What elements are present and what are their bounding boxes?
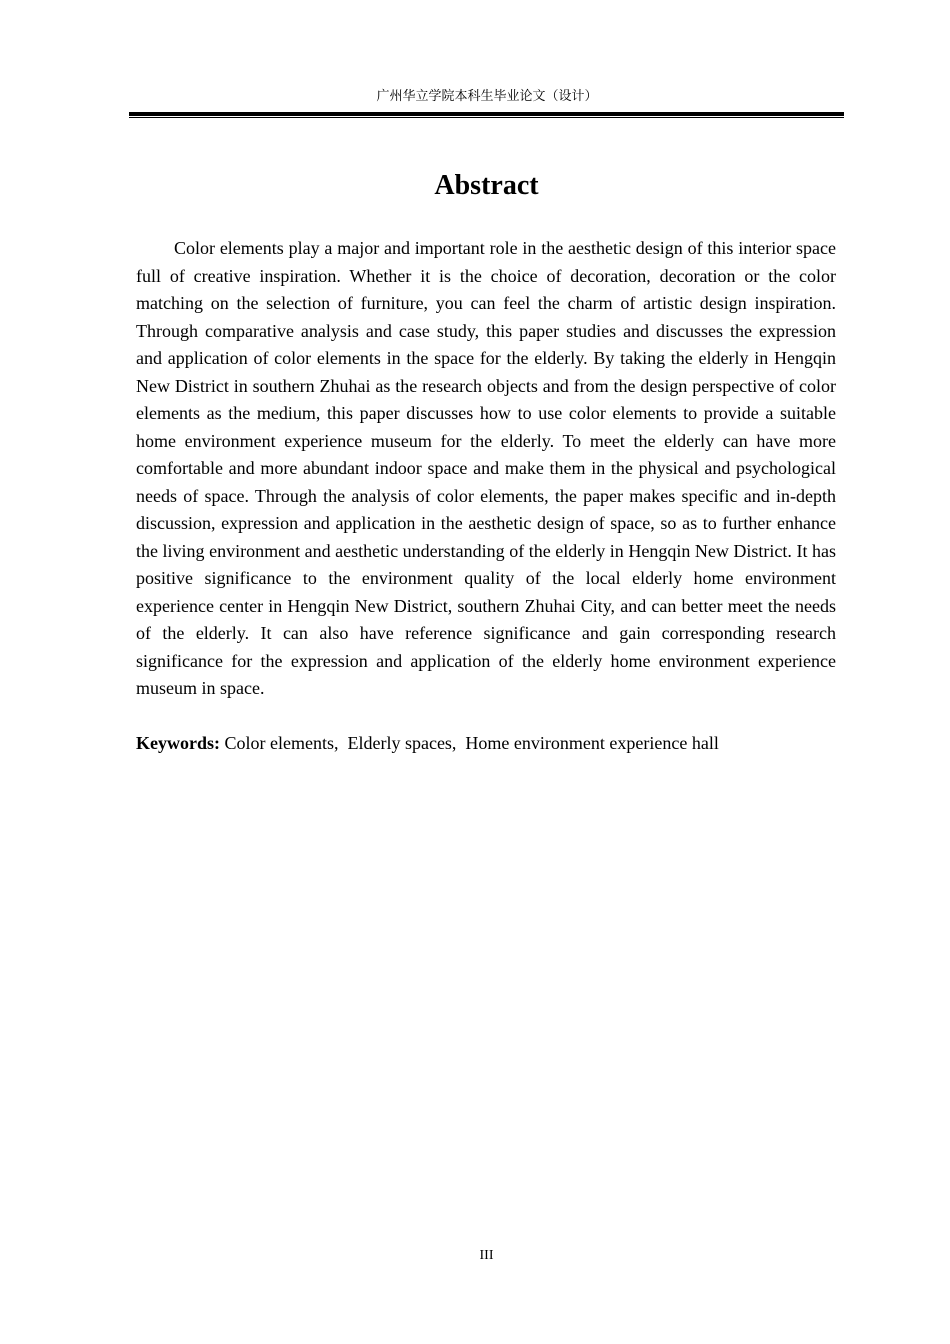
running-header: 广州华立学院本科生毕业论文（设计） bbox=[376, 89, 598, 104]
keywords-label: Keywords: bbox=[136, 733, 220, 753]
abstract-title: Abstract bbox=[434, 170, 539, 201]
keywords-line bbox=[136, 730, 836, 758]
abstract-body: Color elements play a major and important role in the aesthetic design of this interior space full of creative inspiration. Whether it is the choice of decoration, decoration or the color matching on the selection of furniture, you can feel the charm of artistic design inspiration. Through comparative analysis and case study, this paper studies and discusses the expression and application of color elements in the space for the elderly. By taking the elderly in Hengqin New District in southern Zhuhai as the research objects and from the design perspective of color elements as the medium, this paper discusses how to use color elements to provide a suitable home environment experience museum for the elderly. To meet the elderly can have more comfortable and more abundant indoor space and make them in the physical and psychological needs of space. Through the analysis of color elements, the paper makes specific and in-depth discussion, expression and application in the aesthetic design of space, so as to further enhance the living environment and aesthetic understanding of the elderly in Hengqin New District. It has positive significance to the environment quality of the local elderly home environment experience center in Hengqin New District, southern Zhuhai City, and can better meet the needs of the elderly. It can also have reference significance and gain corresponding research significance for the expression and application of the elderly home environment experience museum in space. bbox=[136, 238, 836, 698]
page-number: III bbox=[479, 1248, 494, 1263]
keywords-values: Color elements, Elderly spaces, Home environment experience hall bbox=[220, 733, 719, 753]
header-rule-thin bbox=[129, 117, 844, 118]
header-rule-thick bbox=[129, 112, 844, 116]
